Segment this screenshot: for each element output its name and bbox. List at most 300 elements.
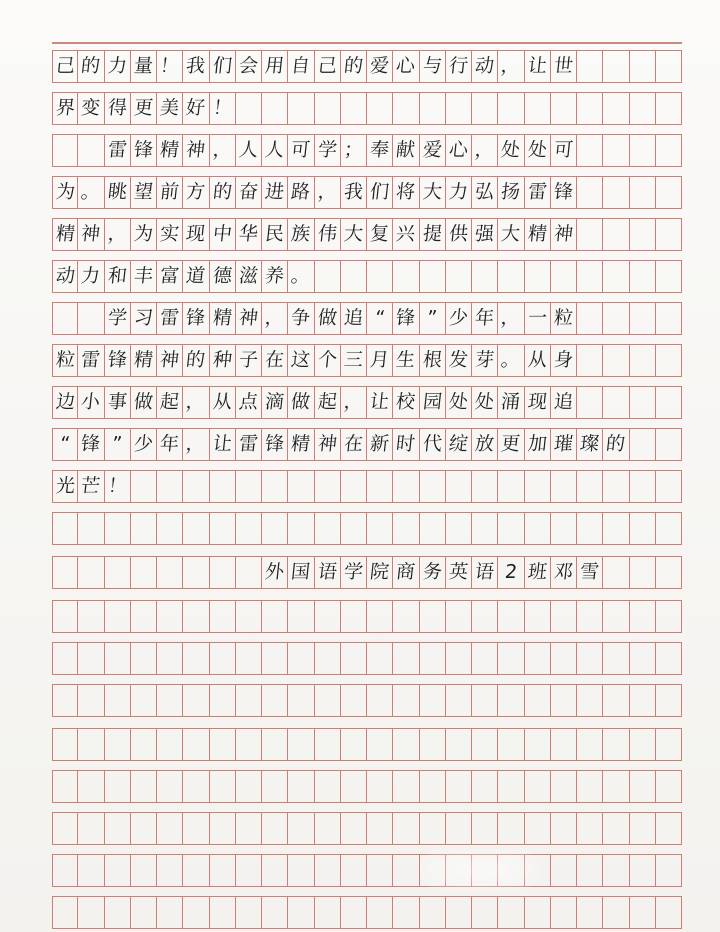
grid-cell	[656, 218, 682, 251]
grid-cell	[183, 512, 209, 545]
handwritten-char: 事	[106, 391, 128, 413]
grid-cell	[341, 854, 367, 887]
grid-cell	[315, 728, 341, 761]
grid-cell	[472, 556, 498, 589]
grid-cell	[630, 556, 656, 589]
grid-cell	[157, 50, 183, 83]
handwritten-char: 更	[500, 433, 522, 455]
grid-cell	[630, 218, 656, 251]
grid-cell	[393, 92, 419, 125]
grid-cell	[131, 470, 157, 503]
grid-cell	[288, 260, 314, 293]
grid-cell	[630, 92, 656, 125]
grid-cell	[210, 728, 236, 761]
handwritten-char: 这	[290, 349, 312, 371]
handwritten-char: 复	[369, 223, 391, 245]
grid-cell	[656, 302, 682, 335]
grid-cell	[157, 302, 183, 335]
grid-cell	[498, 642, 524, 675]
grid-cell	[157, 386, 183, 419]
handwritten-char: 追	[342, 307, 365, 329]
handwritten-char: ！	[106, 475, 128, 497]
grid-cell	[525, 302, 551, 335]
grid-cell	[183, 50, 209, 83]
grid-cell	[236, 260, 262, 293]
grid-cell	[341, 386, 367, 419]
grid-cell	[262, 92, 288, 125]
grid-cell	[341, 812, 367, 845]
grid-cell	[78, 812, 104, 845]
grid-cell	[236, 470, 262, 503]
handwritten-char: 滴	[264, 391, 286, 413]
grid-cell	[656, 728, 682, 761]
grid-cell	[131, 556, 157, 589]
handwritten-char: 们	[211, 55, 233, 77]
grid-cell	[341, 512, 367, 545]
handwritten-char: 和	[106, 265, 128, 287]
essay-line	[52, 260, 682, 293]
grid-cell	[315, 684, 341, 717]
grid-cell	[577, 92, 603, 125]
grid-cell	[131, 728, 157, 761]
handwritten-char: 商	[395, 561, 417, 583]
grid-cell	[78, 600, 104, 633]
grid-cell	[630, 512, 656, 545]
grid-cell	[288, 770, 314, 803]
grid-cell	[341, 260, 367, 293]
handwritten-char: ，	[185, 391, 207, 413]
grid-cell	[472, 218, 498, 251]
handwritten-char: 雷	[80, 349, 102, 371]
handwritten-char: 华	[237, 223, 260, 245]
handwritten-char: 世	[552, 55, 575, 77]
grid-cell	[656, 512, 682, 545]
grid-cell	[105, 218, 131, 251]
grid-cell	[472, 302, 498, 335]
grid-cell	[551, 470, 577, 503]
handwritten-char: ，	[474, 139, 496, 161]
grid-cell	[157, 176, 183, 209]
grid-cell	[131, 896, 157, 929]
grid-cell	[131, 770, 157, 803]
handwritten-char: 锋	[132, 139, 155, 161]
grid-cell	[78, 92, 104, 125]
handwritten-char: 院	[369, 561, 391, 583]
handwritten-char: 学	[316, 139, 338, 161]
handwritten-char: 园	[421, 391, 443, 413]
handwritten-char: 边	[54, 391, 76, 413]
grid-cell	[157, 770, 183, 803]
handwritten-char: 富	[159, 265, 181, 287]
grid-cell	[393, 684, 419, 717]
grid-cell	[393, 556, 419, 589]
grid-cell	[262, 728, 288, 761]
handwritten-char: “	[59, 433, 72, 455]
grid-cell	[315, 92, 341, 125]
grid-cell	[656, 684, 682, 717]
handwritten-char: 神	[237, 307, 260, 329]
handwritten-char: 子	[237, 349, 260, 371]
grid-cell	[288, 428, 314, 461]
handwritten-char: 变	[80, 97, 102, 119]
grid-cell	[603, 770, 629, 803]
grid-cell	[393, 854, 419, 887]
grid-cell	[262, 218, 288, 251]
grid-cell	[630, 600, 656, 633]
grid-cell	[288, 600, 314, 633]
grid-cell	[420, 344, 446, 377]
grid-cell	[525, 512, 551, 545]
handwritten-char: 少	[447, 307, 470, 329]
grid-cell	[183, 642, 209, 675]
grid-cell	[341, 556, 367, 589]
grid-cell	[472, 600, 498, 633]
grid-cell	[315, 428, 341, 461]
grid-cell	[236, 684, 262, 717]
grid-cell	[236, 92, 262, 125]
handwritten-char: ，	[500, 55, 522, 77]
grid-cell	[472, 854, 498, 887]
grid-cell	[420, 812, 446, 845]
grid-cell	[603, 176, 629, 209]
handwritten-char: 己	[54, 55, 76, 77]
handwritten-char: 2	[503, 561, 519, 583]
grid-cell	[656, 344, 682, 377]
grid-cell	[52, 854, 78, 887]
grid-cell	[315, 896, 341, 929]
handwritten-char: 个	[316, 349, 338, 371]
grid-cell	[105, 470, 131, 503]
grid-cell	[157, 684, 183, 717]
grid-cell	[341, 428, 367, 461]
grid-cell	[157, 896, 183, 929]
grid-cell	[315, 386, 341, 419]
grid-cell	[551, 556, 577, 589]
handwritten-char: 人	[237, 139, 260, 161]
handwritten-char: ，	[316, 181, 338, 203]
grid-cell	[288, 728, 314, 761]
grid-cell	[105, 556, 131, 589]
grid-cell	[262, 260, 288, 293]
grid-cell	[315, 854, 341, 887]
grid-cell	[498, 470, 524, 503]
handwritten-char: 族	[290, 223, 312, 245]
grid-cell	[472, 386, 498, 419]
grid-cell	[656, 812, 682, 845]
handwritten-char: 道	[185, 265, 207, 287]
grid-cell	[472, 812, 498, 845]
handwritten-char: 实	[159, 223, 181, 245]
grid-cell	[52, 260, 78, 293]
grid-cell	[630, 854, 656, 887]
grid-cell	[472, 728, 498, 761]
handwritten-char: 新	[369, 433, 391, 455]
grid-cell	[393, 642, 419, 675]
grid-cell	[105, 344, 131, 377]
grid-cell	[420, 176, 446, 209]
grid-cell	[341, 176, 367, 209]
handwritten-char: 。	[80, 181, 102, 203]
grid-cell	[393, 812, 419, 845]
essay-line	[52, 428, 682, 461]
grid-cell	[315, 50, 341, 83]
grid-cell	[577, 470, 603, 503]
grid-cell	[498, 92, 524, 125]
grid-cell	[105, 260, 131, 293]
grid-cell	[210, 50, 236, 83]
grid-cell	[52, 302, 78, 335]
grid-cell	[551, 512, 577, 545]
grid-cell	[525, 812, 551, 845]
grid-cell	[525, 428, 551, 461]
grid-cell	[315, 642, 341, 675]
grid-cell	[183, 770, 209, 803]
essay-line	[52, 684, 682, 717]
grid-cell	[52, 50, 78, 83]
grid-cell	[603, 600, 629, 633]
handwritten-char: 会	[237, 55, 260, 77]
handwritten-char: 雷	[159, 307, 181, 329]
grid-cell	[288, 302, 314, 335]
handwritten-char: 让	[526, 55, 548, 77]
essay-line	[52, 302, 682, 335]
grid-cell	[393, 260, 419, 293]
grid-cell	[210, 642, 236, 675]
grid-cell	[656, 896, 682, 929]
grid-cell	[498, 428, 524, 461]
grid-cell	[525, 556, 551, 589]
handwritten-char: ”	[111, 433, 124, 455]
grid-cell	[498, 302, 524, 335]
grid-cell	[183, 556, 209, 589]
grid-cell	[446, 556, 472, 589]
handwritten-char: 的	[185, 349, 207, 371]
grid-cell	[367, 512, 393, 545]
grid-cell	[183, 218, 209, 251]
handwritten-char: ，	[342, 391, 365, 413]
grid-cell	[603, 302, 629, 335]
grid-cell	[577, 684, 603, 717]
grid-cell	[183, 260, 209, 293]
grid-cell	[157, 428, 183, 461]
grid-cell	[446, 134, 472, 167]
grid-cell	[420, 512, 446, 545]
grid-cell	[210, 896, 236, 929]
grid-cell	[603, 386, 629, 419]
grid-cell	[157, 470, 183, 503]
handwritten-char: 月	[369, 349, 391, 371]
handwritten-char: 的	[80, 55, 102, 77]
grid-cell	[420, 92, 446, 125]
grid-cell	[78, 218, 104, 251]
grid-cell	[78, 428, 104, 461]
grid-cell	[603, 218, 629, 251]
grid-cell	[603, 684, 629, 717]
handwritten-char: 为	[54, 181, 76, 203]
grid-cell	[183, 92, 209, 125]
grid-cell	[498, 684, 524, 717]
handwritten-char: 时	[395, 433, 417, 455]
handwritten-char: 追	[552, 391, 575, 413]
grid-cell	[603, 812, 629, 845]
grid-cell	[288, 218, 314, 251]
grid-cell	[446, 50, 472, 83]
grid-cell	[183, 684, 209, 717]
handwritten-char: 心	[395, 55, 417, 77]
grid-cell	[52, 600, 78, 633]
grid-cell	[446, 386, 472, 419]
grid-cell	[367, 386, 393, 419]
grid-cell	[78, 770, 104, 803]
grid-cell	[446, 344, 472, 377]
handwritten-char: 雷	[237, 433, 260, 455]
grid-cell	[210, 386, 236, 419]
handwritten-char: 现	[526, 391, 548, 413]
grid-cell	[420, 386, 446, 419]
handwritten-char: 一	[526, 307, 548, 329]
grid-cell	[367, 176, 393, 209]
grid-cell	[210, 684, 236, 717]
grid-cell	[262, 684, 288, 717]
handwritten-char: 得	[106, 97, 128, 119]
grid-cell	[210, 218, 236, 251]
grid-cell	[157, 854, 183, 887]
grid-cell	[630, 344, 656, 377]
grid-cell	[78, 684, 104, 717]
grid-cell	[288, 556, 314, 589]
grid-cell	[315, 260, 341, 293]
essay-line	[52, 854, 682, 887]
grid-cell	[183, 728, 209, 761]
grid-cell	[315, 218, 341, 251]
handwritten-char: 精	[526, 223, 548, 245]
grid-cell	[577, 812, 603, 845]
handwritten-char: 班	[526, 561, 548, 583]
handwritten-char: 国	[290, 561, 312, 583]
grid-cell	[183, 854, 209, 887]
handwritten-char: 养	[264, 265, 286, 287]
grid-cell	[52, 642, 78, 675]
essay-line	[52, 92, 682, 125]
grid-cell	[525, 896, 551, 929]
handwritten-char: 习	[132, 307, 155, 329]
grid-cell	[577, 896, 603, 929]
grid-cell	[577, 176, 603, 209]
grid-cell	[341, 642, 367, 675]
grid-cell	[367, 260, 393, 293]
grid-cell	[52, 556, 78, 589]
top-margin-line	[52, 42, 682, 44]
grid-cell	[525, 470, 551, 503]
grid-cell	[551, 344, 577, 377]
grid-cell	[315, 812, 341, 845]
handwritten-char: 大	[500, 223, 522, 245]
grid-cell	[577, 770, 603, 803]
grid-cell	[210, 260, 236, 293]
grid-cell	[367, 684, 393, 717]
grid-cell	[630, 770, 656, 803]
handwritten-char: 邓	[552, 561, 575, 583]
grid-cell	[315, 134, 341, 167]
grid-cell	[472, 92, 498, 125]
handwritten-char: 行	[447, 55, 470, 77]
essay-line	[52, 600, 682, 633]
essay-line	[52, 218, 682, 251]
grid-cell	[446, 260, 472, 293]
grid-cell	[52, 812, 78, 845]
grid-cell	[603, 854, 629, 887]
grid-cell	[78, 896, 104, 929]
grid-cell	[577, 218, 603, 251]
grid-cell	[52, 92, 78, 125]
grid-cell	[131, 134, 157, 167]
grid-cell	[393, 302, 419, 335]
grid-cell	[210, 428, 236, 461]
grid-cell	[157, 218, 183, 251]
handwritten-char: 璀	[552, 433, 575, 455]
grid-cell	[236, 600, 262, 633]
grid-cell	[367, 302, 393, 335]
handwritten-char: 做	[132, 391, 155, 413]
grid-cell	[577, 50, 603, 83]
grid-cell	[577, 428, 603, 461]
handwritten-char: 从	[526, 349, 548, 371]
grid-cell	[630, 684, 656, 717]
handwritten-char: 德	[211, 265, 233, 287]
handwritten-char: 学	[106, 307, 128, 329]
grid-cell	[183, 428, 209, 461]
grid-cell	[105, 728, 131, 761]
handwritten-char: 路	[290, 181, 312, 203]
grid-cell	[131, 684, 157, 717]
essay-line	[52, 134, 682, 167]
grid-cell	[157, 812, 183, 845]
grid-cell	[52, 896, 78, 929]
grid-cell	[341, 770, 367, 803]
grid-cell	[183, 386, 209, 419]
grid-cell	[78, 134, 104, 167]
handwritten-char: 年	[474, 307, 496, 329]
handwritten-char: 人	[264, 139, 286, 161]
handwritten-char: 好	[185, 97, 207, 119]
grid-cell	[367, 812, 393, 845]
grid-cell	[551, 92, 577, 125]
grid-cell	[393, 728, 419, 761]
grid-cell	[525, 642, 551, 675]
handwritten-char: ！	[211, 97, 233, 119]
grid-cell	[420, 428, 446, 461]
essay-line	[52, 50, 682, 83]
handwritten-char: 光	[54, 475, 76, 497]
handwritten-char: 用	[264, 55, 286, 77]
handwritten-char: 更	[132, 97, 155, 119]
handwritten-char: 我	[342, 181, 365, 203]
handwritten-char: 锋	[264, 433, 286, 455]
handwritten-char: 精	[159, 139, 181, 161]
grid-cell	[288, 812, 314, 845]
grid-cell	[52, 728, 78, 761]
grid-cell	[446, 642, 472, 675]
grid-cell	[236, 556, 262, 589]
handwritten-char: 方	[185, 181, 207, 203]
grid-cell	[262, 302, 288, 335]
handwritten-char: “	[373, 307, 386, 329]
grid-cell	[105, 812, 131, 845]
grid-cell	[498, 512, 524, 545]
grid-cell	[446, 600, 472, 633]
grid-cell	[472, 470, 498, 503]
grid-cell	[131, 50, 157, 83]
